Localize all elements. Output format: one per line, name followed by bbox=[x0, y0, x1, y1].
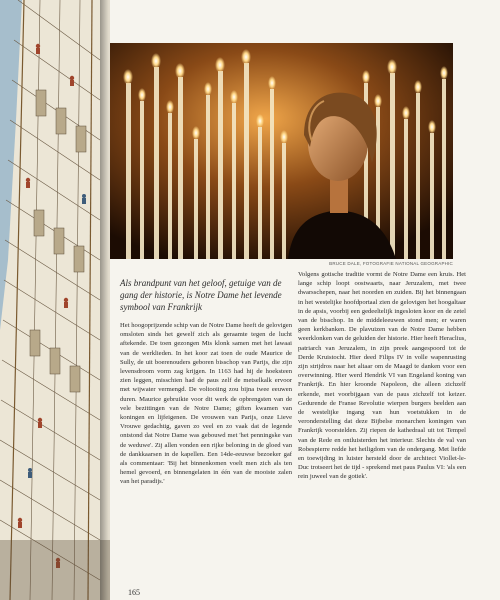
body-text-left: Het hoogoprijzende schip van de Notre Dame heeft de gelovigen omsloten sinds het gewelf zich als geraamte tegen de lucht aftekende. De toen gezongen Mis klonk samen met het lawaai van de werklieden. In het koor zat toen de oude Maurice de Sully, de uit boerenouders geboren bisschop van Parijs, die zijn levensdroom vorm zag krijgen. In 1163 had hij de hoeksteen zien leggen, misschien had de paus zelf de metselkalk ervoor met wijwater vermengd. De voltooiing zou bijna twee eeuwen duren. Maurice gebruikte voor dit werk de opbrengsten van de vele bezittingen van de Notre Dame; giften kwamen van koningen en lijfeigenen. De vrouwen van Parijs, onze Lieve Vrouwe gedachtig, gaven zo veel en zo vaak dat de legende ontstond dat Notre Dame was gebouwd met 'het penningske van de weduwe'. Zij allen vonden een rijke beloning in de gloed van de dankkaarsen in de kapellen. Een 14de-eeuwse bezoeker gaf als commentaar: 'Bij het binnenkomen voelt men zich als ten hemel gevoerd, en binnengelaten in één van de mooiste zalen van het paradijs.' bbox=[120, 322, 292, 486]
right-page bbox=[110, 0, 500, 600]
woman-with-candles-photo bbox=[110, 43, 453, 259]
pull-quote: Als brandpunt van het geloof, getuige van de gang der historie, is Notre Dame het levende symbool van Frankrijk bbox=[120, 278, 282, 312]
article-column-left bbox=[120, 277, 292, 487]
cathedral-construction-drawing bbox=[0, 0, 110, 600]
body-text-right: Volgens gotische traditie vormt de Notre Dame een kruis. Het lange schip loopt oostwaarts, naar Jeruzalem, met twee dwarsschepen, naar het noorden en zuiden. Bij het binnengaan in het westelijke hoofdportaal zien de gelovigen het hoogaltaar in de apsis, voorbij een gedeeltelijk ingesloten koor en de zetel van de bisschop. In de middeleeuwen stond men; er waren geen kerkbanken. De plavuizen van de Notre Dame hebben weerklonken van de geluiden der historie. Hier heeft Heraclius, patriarch van Jeruzalem, in zijn preek aangespoord tot de Derde Kruistocht. Hier deed Filips IV in volle wapenrusting zijn strijdros naar het altaar om de Maagd te danken voor een overwinning. Hier werd Hendrik VI van Engeland koning van Frankrijk. En hier kroonde Napoleon, die alleen zichzelf erkende, met voorbijgaan van de paus zichzelf tot keizer. Gedurende de Franse Revolutie wierpen burgers beelden aan de westelijke ingang van hun voetstukken in de veronderstelling dat deze Bijbelse monarchen koningen van Frankrijk voorstelden. Zij riepen de kathedraal uit tot Tempel van de Rede en ontluisterden het interieur. Slechts de val van Robespierre redde het heiligdom van de ondergang. Met liefde en toewijding in luister hersteld door de architect Viollet-le-Duc trotseert het de tijd - sprekend met paus Paulus VI: 'als een rein juweel van de gotiek'. bbox=[298, 271, 466, 481]
page-number: 165 bbox=[128, 588, 140, 597]
candle-photo bbox=[110, 43, 453, 259]
photo-credit: BRUCE DALE, FOTOGRAFIE NATIONAL GEOGRAPHIC bbox=[329, 261, 453, 266]
left-page-illustration bbox=[0, 0, 110, 600]
article-column-right bbox=[298, 270, 466, 482]
